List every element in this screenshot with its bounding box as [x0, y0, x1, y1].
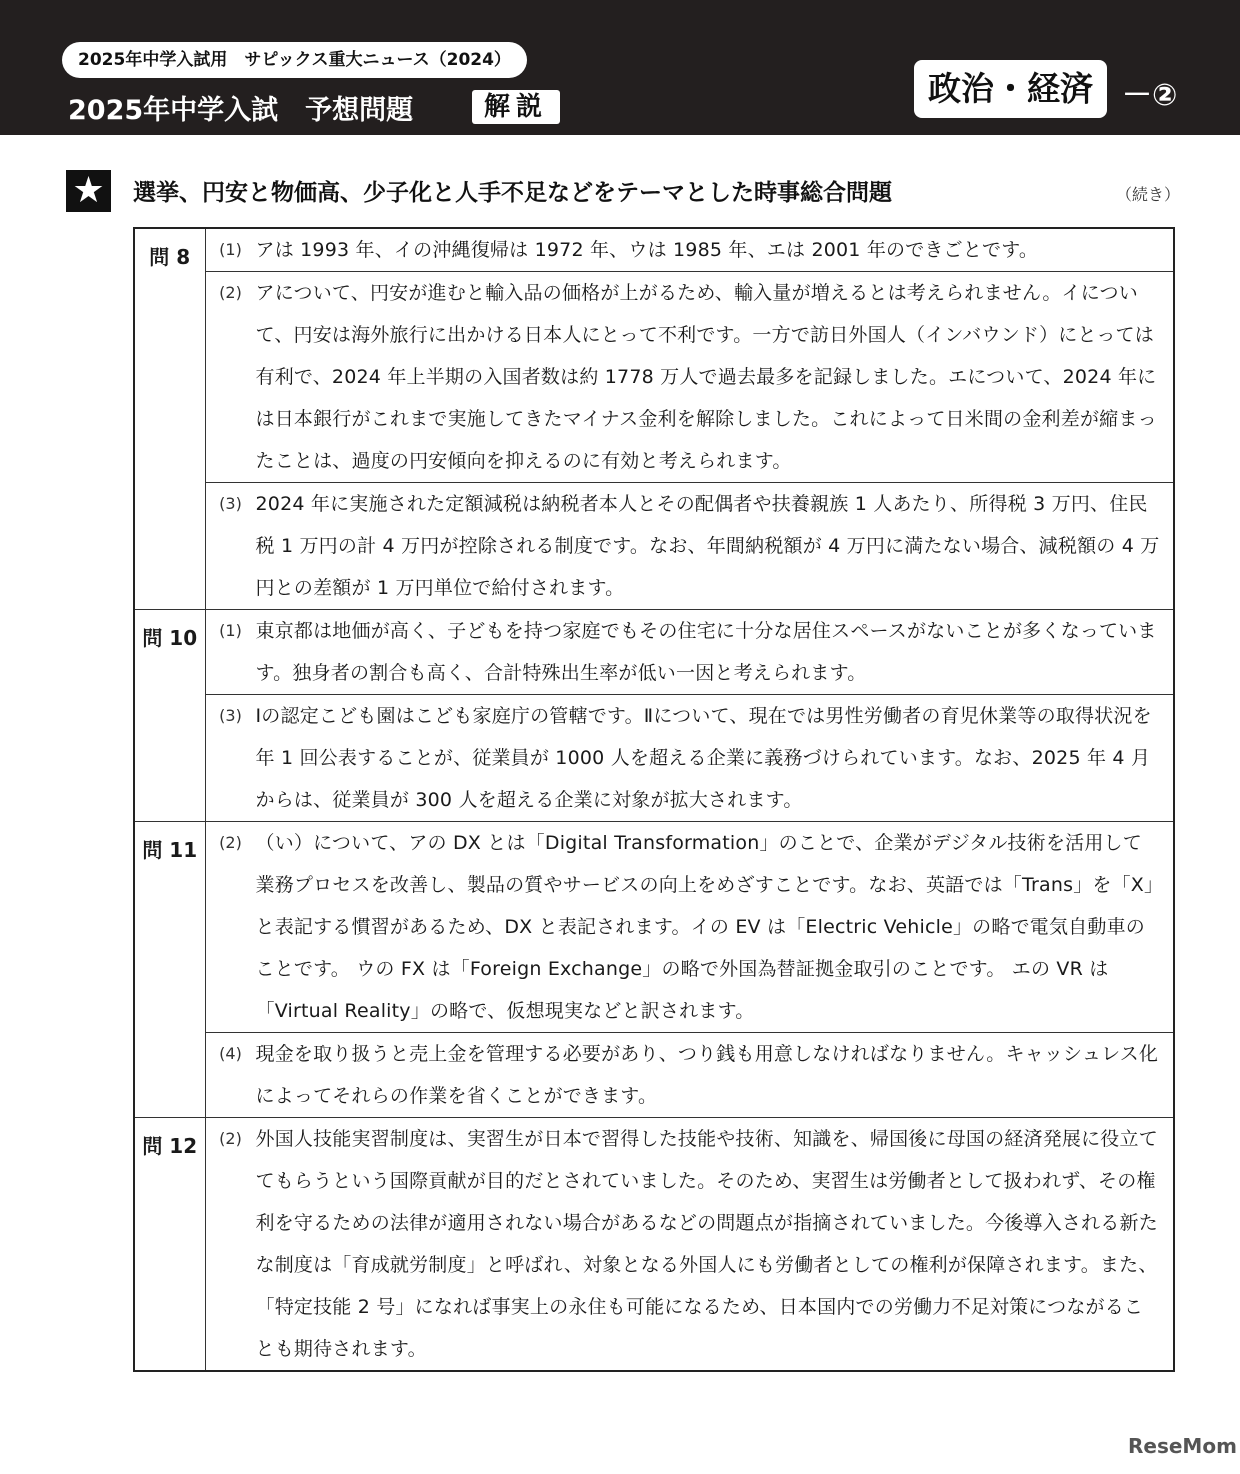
continued-label: （続き） — [1116, 185, 1181, 204]
item-number: (2) — [219, 833, 242, 852]
answer-cell — [205, 272, 1174, 483]
answer-text: 東京都は地価が高く、子どもを持つ家庭でもその住宅に十分な居住スペースがないことが多くなっています。独身者の割合も高く、合計特殊出生率が低い一因と考えられます。 — [255, 620, 1157, 684]
table-row — [134, 610, 1174, 695]
answer-item — [206, 1118, 1162, 1370]
table-row — [134, 1033, 1174, 1118]
question-label: 問 10 — [134, 610, 205, 822]
answer-cell — [205, 610, 1174, 695]
answer-text: Ⅰの認定こども園はこども家庭庁の管轄です。Ⅱについて、現在では男性労働者の育児休業等の取得状況を年 1 回公表することが、従業員が 1000 人を超える企業に義務づけられています。なお、2025 年 4 月からは、従業員が 300 人を超える企業に対象が拡大されます。 — [255, 705, 1152, 811]
item-number: (2) — [219, 1129, 242, 1148]
question-label: 問 12 — [134, 1118, 205, 1372]
watermark-logo: ReseMom — [1128, 1434, 1237, 1458]
answer-cell — [205, 695, 1174, 822]
item-number: (4) — [219, 1044, 242, 1063]
page-title: 2025年中学入試 予想問題 — [68, 95, 414, 126]
item-number: (1) — [219, 240, 242, 259]
answer-text: 外国人技能実習制度は、実習生が日本で習得した技能や技術、知識を、帰国後に母国の経済発展に役立ててもらうという国際貢献が目的だとされていました。そのため、実習生は労働者として扱われず、その権利を守るための法律が適用されない場合があるなどの問題点が指摘されていました。今後導入される新たな制度は「育成就労制度」と呼ばれ、対象となる外国人にも労働者としての権利が保障されます。また、「特定技能 2 号」になれば事実上の永住も可能になるため、日本国内での労働力不足対策につながることも期待されます。 — [255, 1128, 1158, 1360]
answer-cell — [205, 483, 1174, 610]
question-label: 問 11 — [134, 822, 205, 1118]
answer-item — [206, 610, 1162, 694]
subject-label: 政治・経済 — [914, 60, 1107, 118]
answer-text: 2024 年に実施された定額減税は納税者本人とその配偶者や扶養親族 1 人あたり、所得税 3 万円、住民税 1 万円の計 4 万円が控除される制度です。なお、年間納税額が 4 万円に満たない場合、減税額の 4 万円との差額が 1 万円単位で給付されます。 — [255, 493, 1160, 599]
table-row — [134, 822, 1174, 1033]
table-row — [134, 483, 1174, 610]
answer-item — [206, 1033, 1162, 1117]
answer-item — [206, 822, 1162, 1032]
explanation-badge: 解説 — [472, 90, 560, 124]
section-title: 選挙、円安と物価高、少子化と人手不足などをテーマとした時事総合問題 — [133, 180, 892, 206]
item-number: (2) — [219, 283, 242, 302]
answer-text: （い）について、アの DX とは「Digital Transformation」のことで、企業がデジタル技術を活用して業務プロセスを改善し、製品の質やサービスの向上をめざすことです。なお、英語では「Trans」を「X」と表記する慣習があるため、DX と表記されます。イの EV は「Electric Vehicle」の略で電気自動車のことです。 ウの FX は「Foreign Exchange」の略で外国為替証拠金取引のことです。 エの VR は「Virtual Reality」の略で、仮想現実などと訳されます。 — [255, 832, 1154, 1022]
question-label: 問 8 — [134, 228, 205, 610]
answer-cell — [205, 228, 1174, 272]
star-icon: ★ — [66, 170, 111, 212]
answer-item — [206, 272, 1162, 482]
answer-cell — [205, 1033, 1174, 1118]
subject-number: －② — [1122, 78, 1178, 113]
answer-item — [206, 695, 1162, 821]
answer-cell — [205, 1118, 1174, 1372]
table-row — [134, 695, 1174, 822]
answer-cell — [205, 822, 1174, 1033]
item-number: (3) — [219, 706, 242, 725]
answer-text: アは 1993 年、イの沖縄復帰は 1972 年、ウは 1985 年、エは 2001 年のできごとです。 — [255, 239, 1039, 261]
answer-text: アについて、円安が進むと輸入品の価格が上がるため、輸入量が増えるとは考えられません。イについて、円安は海外旅行に出かける日本人にとって不利です。一方で訪日外国人（インバウンド）にとっては有利で、2024 年上半期の入国者数は約 1778 万人で過去最多を記録しました。エについて、2024 年には日本銀行がこれまで実施してきたマイナス金利を解除しました。これによって日米間の金利差が縮まったことは、過度の円安傾向を抑えるのに有効と考えられます。 — [255, 282, 1157, 472]
table-row — [134, 228, 1174, 272]
table-row — [134, 1118, 1174, 1372]
item-number: (3) — [219, 494, 242, 513]
answer-item — [206, 483, 1162, 609]
answer-table — [133, 227, 1175, 1372]
page-header — [0, 0, 1240, 135]
answer-text: 現金を取り扱うと売上金を管理する必要があり、つり銭も用意しなければなりません。キャッシュレス化によってそれらの作業を省くことができます。 — [255, 1043, 1159, 1107]
table-row — [134, 272, 1174, 483]
series-label: 2025年中学入試用 サピックス重大ニュース（2024） — [62, 42, 527, 78]
item-number: (1) — [219, 621, 242, 640]
answer-item — [206, 229, 1162, 271]
